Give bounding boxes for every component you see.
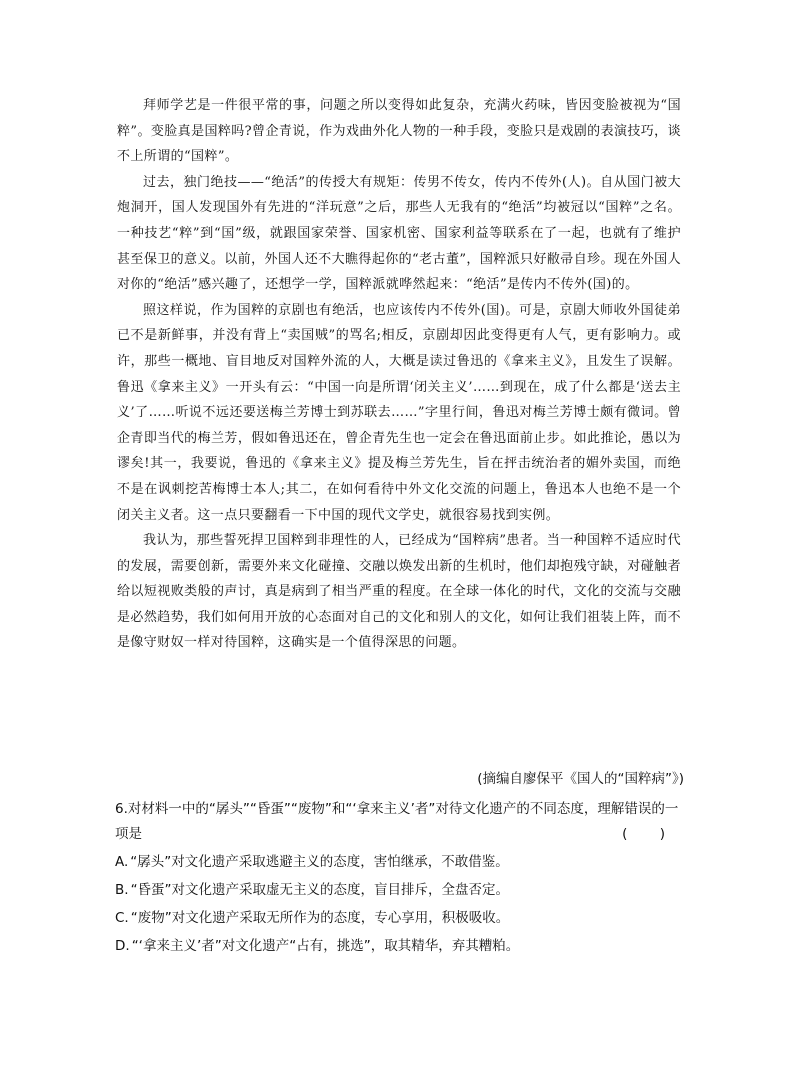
question-stem-text: 6.对材料一中的“孱头”“昏蛋”“废物”和“‘拿来主义’者”对待文化遗产的不同态度，理解错误的一项是 [115, 801, 679, 842]
passage-paragraph-3: 照这样说，作为国粹的京剧也有绝活，也应该传内不传外(国)。可是，京剧大师收外国徒弟已不是新鲜事，并没有背上“卖国贼”的骂名;相反，京剧却因此变得更有人气，更有影响力。或许，那些一概地、盲目地反对国粹外流的人，大概是读过鲁迅的《拿来主义》，且发生了误解。鲁迅《拿来主义》一开头有云：“中国一向是所谓‘闭关主义’……到现在，成了什么都是‘送去主义’了……听说不远还要送梅兰芳博士到苏联去……”字里行间，鲁迅对梅兰芳博士颇有微词。曾企青即当代的梅兰芳，假如鲁迅还在，曾企青先生也一定会在鲁迅面前止步。如此推论，愚以为谬矣!其一，我要说，鲁迅的《拿来主义》提及梅兰芳先生，旨在抨击统治者的媚外卖国，而绝不是在讽刺挖苦梅博士本人;其二，在如何看待中外文化交流的问题上，鲁迅本人也绝不是一个闭关主义者。这一点只要翻看一下中国的现代文学史，就很容易找到实例。 [117, 302, 681, 523]
option-a-letter: A. [115, 854, 129, 870]
option-a-text: “孱头”对文化遗产采取逃避主义的态度，害怕继承，不敢借鉴。 [130, 854, 509, 870]
option-c [115, 906, 685, 931]
passage-source: (摘编自廖保平《国人的“国粹病”》) [477, 771, 684, 787]
option-c-text: “废物”对文化遗产采取无所作为的态度，专心享用，积极吸收。 [130, 910, 510, 926]
option-d-letter: D. [115, 938, 130, 954]
option-a [115, 850, 685, 875]
option-c-letter: C. [115, 910, 129, 926]
question-6 [115, 797, 685, 959]
answer-bracket: ( ) [622, 826, 679, 842]
option-d-text: “‘拿来主义’者”对文化遗产“占有，挑选”，取其精华，弃其糟粕。 [131, 938, 520, 954]
passage-paragraph-2: 过去，独门绝技——“绝活”的传授大有规矩：传男不传女，传内不传外(人)。自从国门被大炮洞开，国人发现国外有先进的“洋玩意”之后，那些人无我有的“绝活”均被冠以“国粹”之名。一种技艺“粹”到“国”级，就跟国家荣誉、国家机密、国家利益等联系在了一起，也就有了维护甚至保卫的意义。以前，外国人还不大瞧得起你的“老古董”，国粹派只好敝帚自珍。现在外国人对你的“绝活”感兴趣了，还想学一学，国粹派就哗然起来：“绝活”是传内不传外(国)的。 [117, 174, 681, 293]
reading-passage [117, 93, 681, 656]
option-b-text: “昏蛋”对文化遗产采取虚无主义的态度，盲目排斥，全盘否定。 [130, 882, 510, 898]
passage-paragraph-1: 拜师学艺是一件很平常的事，问题之所以变得如此复杂，充满火药味，皆因变脸被视为“国粹”。变脸真是国粹吗?曾企青说，作为戏曲外化人物的一种手段，变脸只是戏剧的表演技巧，谈不上所谓的“国粹”。 [117, 98, 681, 165]
option-b [115, 878, 685, 903]
option-b-letter: B. [115, 882, 129, 898]
option-d [115, 934, 685, 959]
passage-paragraph-4: 我认为，那些誓死捍卫国粹到非理性的人，已经成为“国粹病”患者。当一种国粹不适应时代的发展，需要创新，需要外来文化碰撞、交融以焕发出新的生机时，他们却抱残守缺，对碰触者给以短视败类般的声讨，真是病到了相当严重的程度。在全球一体化的时代，文化的交流与交融是必然趋势，我们如何用开放的心态面对自己的文化和别人的文化，如何让我们祖装上阵，而不是像守财奴一样对待国粹，这确实是一个值得深思的问题。 [117, 533, 681, 651]
question-stem [115, 797, 685, 847]
